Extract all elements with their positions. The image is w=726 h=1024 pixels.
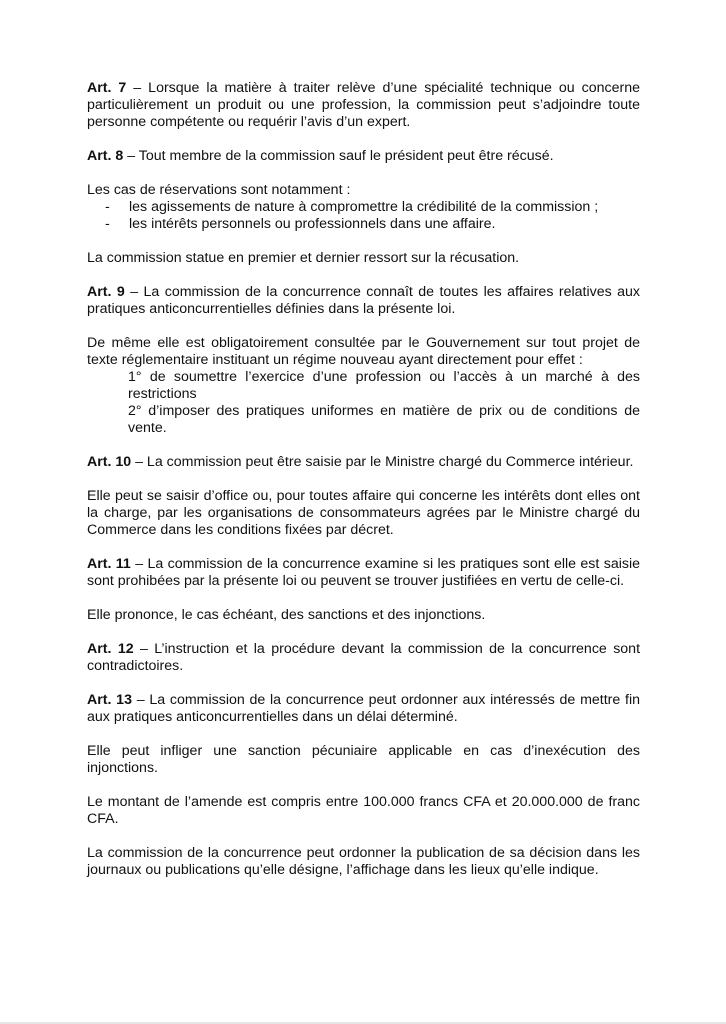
article-10-office: Elle peut se saisir d’office ou, pour toutes affaire qui concerne les intérêts dont elles ont la charge, par les organisations de consommateurs agrées par le Ministre chargé du Commerce dans les conditions fixées par décret. — [87, 488, 640, 538]
article-11-text: – La commission de la concurrence examine si les pratiques sont elle est saisie sont prohibées par la présente loi ou peuvent se trouver justifiées en vertu de celle-ci. — [87, 556, 640, 589]
article-13-amount: Le montant de l’amende est compris entre 100.000 francs CFA et 20.000.000 de franc CFA. — [87, 794, 640, 827]
article-8-label: Art. 8 — [87, 148, 124, 164]
consultation-items — [87, 369, 640, 437]
article-12 — [87, 641, 640, 675]
article-11-sanctions: Elle prononce, le cas échéant, des sanctions et des injonctions. — [87, 607, 486, 623]
article-9 — [87, 284, 640, 318]
consultation-item-1: 1° de soumettre l’exercice d’une profession ou l’accès à un marché à des restrictions — [128, 369, 640, 402]
consultation-item-2: 2° d’imposer des pratiques uniformes en matière de prix ou de conditions de vente. — [128, 403, 640, 436]
article-11 — [87, 556, 640, 590]
article-13-publication: La commission de la concurrence peut ordonner la publication de sa décision dans les journaux ou publications qu’elle désigne, l’affichage dans les lieux qu’elle indique. — [87, 845, 640, 878]
list-item-text: les agissements de nature à compromettre la crédibilité de la commission ; — [129, 199, 599, 215]
article-8-text: – Tout membre de la commission sauf le président peut être récusé. — [123, 148, 554, 164]
article-12-label: Art. 12 — [87, 641, 134, 657]
dash-bullet: - — [105, 199, 110, 215]
reservations-intro: Les cas de réservations sont notamment : — [87, 182, 351, 198]
article-9-consultation — [87, 335, 640, 437]
article-9-text: – La commission de la concurrence connaît de toutes les affaires relatives aux pratiques anticoncurrentielles définies dans la présente loi. — [87, 284, 641, 317]
article-7-label: Art. 7 — [87, 80, 127, 96]
list-item-text: les intérêts personnels ou professionnels dans une affaire. — [129, 216, 496, 232]
article-8-ruling: La commission statue en premier et dernier ressort sur la récusation. — [87, 250, 520, 266]
article-13-text: – La commission de la concurrence peut ordonner aux intéressés de mettre fin aux pratiques anticoncurrentielles dans un délai déterminé. — [87, 692, 641, 725]
article-8 — [87, 148, 640, 165]
article-10-text: – La commission peut être saisie par le Ministre chargé du Commerce intérieur. — [131, 454, 634, 470]
article-10-label: Art. 10 — [87, 454, 132, 470]
article-13-label: Art. 13 — [87, 692, 132, 708]
article-9-label: Art. 9 — [87, 284, 125, 300]
list-item — [87, 199, 640, 216]
reservations-list — [87, 199, 640, 233]
article-7 — [87, 80, 640, 131]
document-page — [87, 80, 640, 896]
article-10 — [87, 454, 640, 471]
dash-bullet: - — [105, 216, 110, 232]
article-11-label: Art. 11 — [87, 556, 131, 572]
article-7-text: – Lorsque la matière à traiter relève d’une spécialité technique ou concerne particulièrement un produit ou une profession, la commission peut s’adjoindre toute personne compétente ou requérir l’avis d’un expert. — [87, 80, 640, 130]
article-12-text: – L’instruction et la procédure devant la commission de la concurrence sont contradictoires. — [87, 641, 641, 674]
article-8-reservations — [87, 182, 640, 233]
consultation-text: De même elle est obligatoirement consultée par le Gouvernement sur tout projet de texte réglementaire instituant un régime nouveau ayant directement pour effet : — [87, 335, 640, 368]
article-13-penalty: Elle peut infliger une sanction pécuniaire applicable en cas d’inexécution des injonctions. — [87, 743, 640, 776]
list-item — [87, 216, 640, 233]
article-13 — [87, 692, 640, 726]
